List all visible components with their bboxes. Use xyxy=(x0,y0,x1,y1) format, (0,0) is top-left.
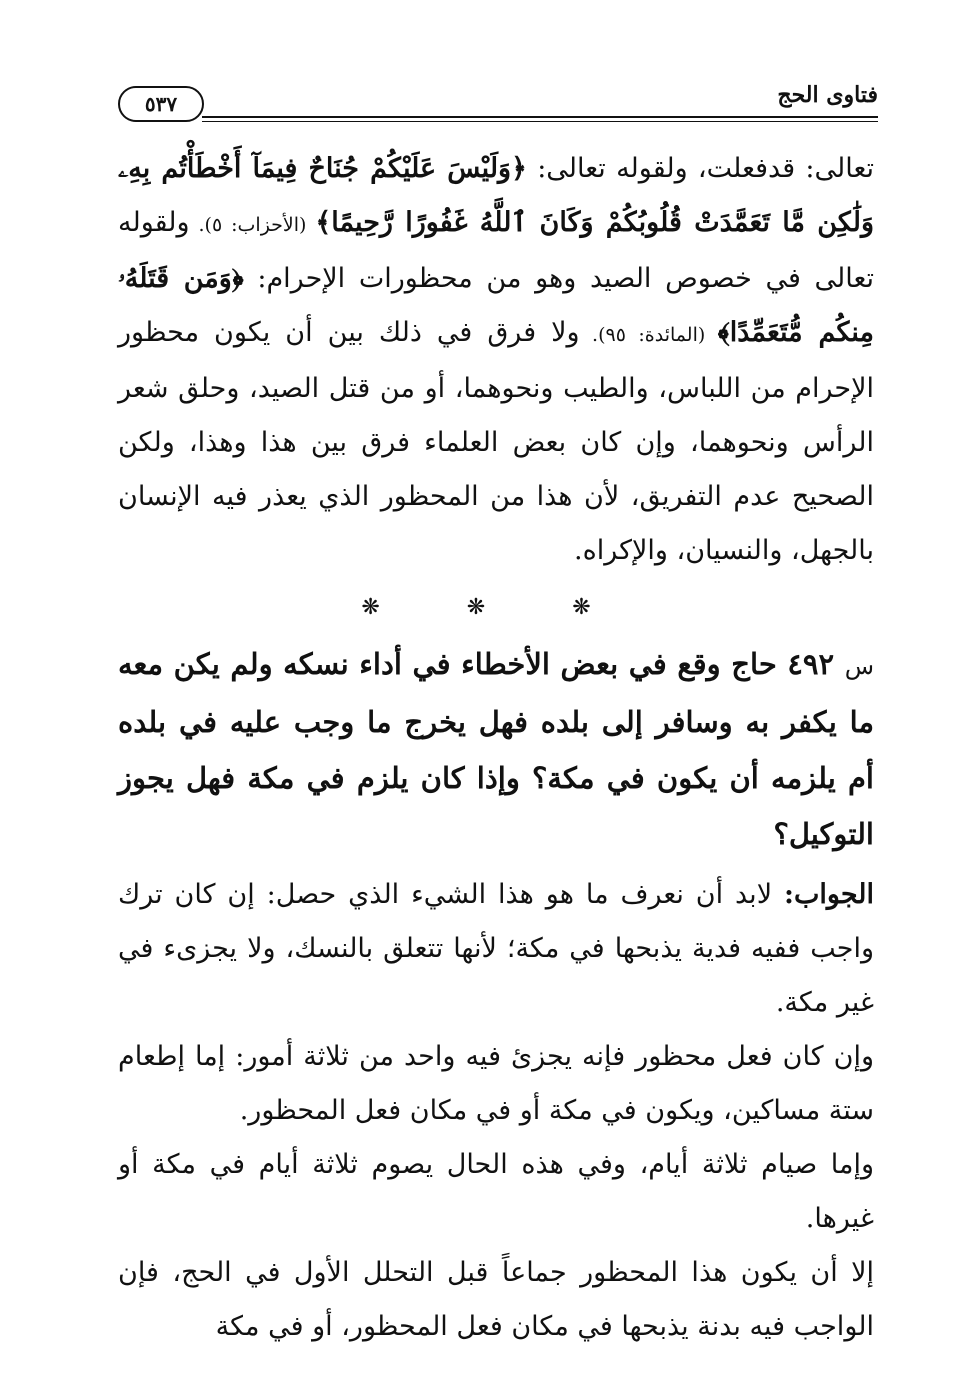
text-run: تعالى: قدفعلت، ولقوله تعالى: xyxy=(526,153,874,184)
question-number: ٤٩٢ xyxy=(787,647,835,681)
answer-label: الجواب: xyxy=(784,879,874,910)
text-run: ولقوله تعالى في خصوص الصيد وهو من محظورات الإحرام: xyxy=(118,207,875,294)
question-text: حاج وقع في بعض الأخطاء في أداء نسكه ولم يكن معه ما يكفر به وسافر إلى بلده فهل يخرج ما وجب عليه في بلده أم يلزمه أن يكون في مكة؟ وإذا كان يلزم في مكة فهل يجوز التوكيل؟ xyxy=(118,647,874,851)
question-492 xyxy=(118,636,874,862)
paragraph-1 xyxy=(118,142,874,578)
running-title: فتاوى الحج xyxy=(777,82,878,108)
question-marker: س xyxy=(844,652,874,680)
verse-citation-maidah: (المائدة: ٩٥). xyxy=(579,324,718,346)
header-rule-thin xyxy=(202,121,878,122)
answer-paragraph-1 xyxy=(118,868,874,1030)
answer-text: وإن كان فعل محظور فإنه يجزئ فيه واحد من ثلاثة أمور: إما إطعام ستة مساكين، ويكون في مكة أو في مكان فعل المحظور. xyxy=(118,1041,874,1126)
page-header xyxy=(118,78,878,126)
verse-citation-ahzab: (الأحزاب: ٥). xyxy=(189,214,316,236)
header-rule xyxy=(202,116,878,118)
answer-paragraph-3 xyxy=(118,1138,874,1246)
page-body xyxy=(118,142,874,1354)
answer-text: إلا أن يكون هذا المحظور جماعاً قبل التحلل الأول في الحج، فإن الواجب فيه بدنة يذبحها في مكان فعل المحظور، أو في مكة xyxy=(118,1257,874,1342)
quran-verse-ahzab: ﴿وَلَيْسَ عَلَيْكُمْ جُنَاحٌ فِيمَآ أَخْطَأْتُم بِهِۦ وَلَٰكِن مَّا تَعَمَّدَتْ قُلُوبُكُمْ وَكَانَ ٱللَّهُ غَفُورًا رَّحِيمًا﴾ xyxy=(118,153,874,238)
section-separator: ❋ ❋ ❋ xyxy=(361,595,631,620)
text-run: ولا فرق في ذلك بين أن يكون محظور الإحرام من اللباس، والطيب ونحوهما، أو من قتل الصيد، وحلق شعر الرأس ونحوهما، وإن كان بعض العلماء فرق بين هذا وهذا، ولكن الصحيح عدم التفريق، لأن هذا من المحظور الذي يعذر فيه الإنسان بالجهل، والنسيان، والإكراه. xyxy=(118,317,874,566)
answer-text: لابد أن نعرف ما هو هذا الشيء الذي حصل: إن كان ترك واجب ففيه فدية يذبحها في مكة؛ لأنها تتعلق بالنسك، ولا يجزىء في غير مكة. xyxy=(118,879,874,1018)
page-number: ٥٣٧ xyxy=(118,86,204,122)
answer-paragraph-2 xyxy=(118,1030,874,1138)
quran-verse-maidah: ﴿وَمَن قَتَلَهُۥ مِنكُم مُّتَعَمِّدًا﴾ xyxy=(118,263,874,348)
answer-paragraph-4 xyxy=(118,1246,874,1354)
answer-text: وإما صيام ثلاثة أيام، وفي هذه الحال يصوم ثلاثة أيام في مكة أو غيرها. xyxy=(118,1149,874,1234)
